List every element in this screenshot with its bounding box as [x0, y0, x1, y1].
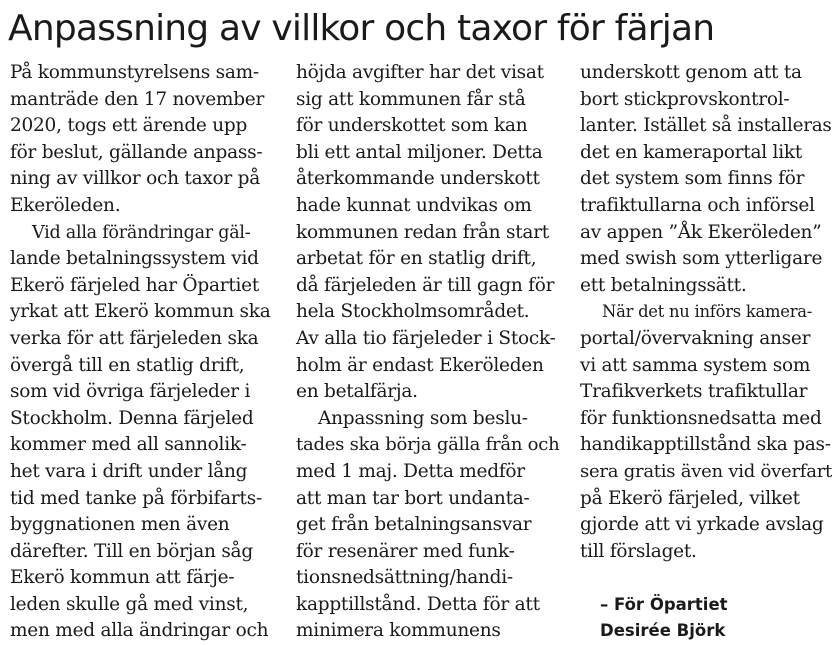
- body-text-line: gjorde att vi yrkade avslag: [580, 514, 824, 536]
- body-text-line: arbetat för en statlig drift,: [296, 248, 537, 270]
- body-text-line: tades ska börja gälla från och: [296, 434, 560, 456]
- body-text-line: När det nu införs kamera-: [602, 302, 813, 322]
- body-text-line: verka för att färjeleden ska: [10, 327, 259, 349]
- body-text-line: minimera kommunens: [296, 620, 501, 642]
- body-text-line: [580, 565, 832, 592]
- body-text-line: byggnationen men även: [10, 514, 230, 536]
- body-text-line: Anpassning som beslu-: [318, 407, 528, 429]
- body-text-line: av appen ”Åk Ekeröleden”: [580, 221, 822, 243]
- body-text-line: vi att samma system som: [580, 354, 811, 376]
- body-text-line: ett betalningssätt.: [580, 274, 747, 296]
- article-headline: Anpassning av villkor och taxor för färjan: [8, 8, 715, 49]
- body-text-line: för underskottet som kan: [296, 115, 528, 137]
- body-text-line: Ekerö kommun att färje-: [10, 567, 235, 589]
- body-text-line: Trafikverkets trafiktullar: [580, 381, 808, 403]
- body-text-line: lanter. Istället så installeras: [580, 115, 832, 137]
- body-text-line: att man tar bort undanta-: [296, 487, 530, 509]
- body-text-line: sig att kommunen får stå: [296, 88, 526, 110]
- body-text-line: då färjeleden är till gagn för: [296, 274, 555, 296]
- body-text-line: leden skulle gå med vinst,: [10, 593, 249, 615]
- body-text-line: tionsnedsättning/handi-: [296, 567, 513, 589]
- body-text-line: tid med tanke på förbifarts-: [10, 487, 262, 509]
- body-text-line: Vid alla förändringar gäl-: [32, 222, 251, 243]
- body-text-line: bort stickprovskontrol-: [580, 88, 790, 110]
- body-text-line: en betalfärja.: [296, 381, 418, 403]
- body-text-line: Ekeröleden.: [10, 194, 121, 216]
- signature-line: – För Öpartiet: [600, 594, 728, 614]
- body-text-line: get från betalningsansvar: [296, 514, 532, 536]
- body-text-line: underskott genom att ta: [580, 62, 802, 83]
- body-text-line: holm är endast Ekeröleden: [296, 354, 544, 376]
- body-text-line: på Ekerö färjeled, vilket: [580, 487, 800, 509]
- body-text-line: ning av villkor och taxor på: [10, 168, 261, 190]
- body-text-line: för resenärer med funk-: [296, 540, 515, 562]
- body-text-line: för funktionsnedsatta med: [580, 407, 822, 429]
- body-text-line: kommunen redan från start: [296, 221, 549, 243]
- body-text-line: sera gratis även vid överfart: [580, 460, 833, 482]
- body-text-line: handikapptillstånd ska pas-: [580, 434, 831, 456]
- body-text-line: som vid övriga färjeleder i: [10, 381, 251, 403]
- body-text-line: med swish som ytterligare: [580, 248, 823, 270]
- body-text-line: trafiktullarna och införsel: [580, 194, 815, 216]
- article-column-1: [10, 60, 272, 645]
- body-text-line: till förslaget.: [580, 540, 697, 562]
- body-text-line: Stockholm. Denna färjeled: [10, 407, 254, 429]
- body-text-line: höjda avgifter har det visat: [296, 62, 544, 83]
- body-text-line: återkommande underskott: [296, 168, 540, 190]
- body-text-line: det system som finns för: [580, 168, 805, 190]
- body-text-line: het vara i drift under lång: [10, 460, 248, 482]
- article-column-3: [580, 60, 832, 645]
- body-text-line: yrkat att Ekerö kommun ska: [10, 301, 271, 323]
- body-text-line: manträde den 17 november: [10, 88, 265, 110]
- body-text-line: Av alla tio färjeleder i Stock-: [296, 327, 556, 349]
- body-text-line: det en kameraportal likt: [580, 141, 803, 163]
- body-text-line: portal/övervakning anser: [580, 327, 811, 349]
- body-text-line: bli ett antal miljoner. Detta: [296, 141, 543, 163]
- body-text-line: Ekerö färjeled har Öpartiet: [10, 274, 260, 296]
- body-text-line: hela Stockholmsområdet.: [296, 301, 530, 323]
- article-column-2: [296, 60, 560, 645]
- body-text-line: för beslut, gällande anpass-: [10, 141, 263, 163]
- body-text-line: men med alla ändringar och: [10, 620, 269, 642]
- body-text-line: På kommunstyrelsens sam-: [10, 62, 259, 83]
- body-text-line: 2020, togs ett ärende upp: [10, 115, 248, 137]
- body-text-line: övergå till en statlig drift,: [10, 354, 245, 376]
- body-text-line: därefter. Till en början såg: [10, 540, 253, 562]
- body-text-line: hade kunnat undvikas om: [296, 194, 532, 216]
- signature-line: Desirée Björk: [600, 621, 726, 641]
- body-text-line: med 1 maj. Detta medför: [296, 460, 525, 482]
- body-text-line: kommer med all sannolik-: [10, 434, 247, 456]
- body-text-line: kapptillstånd. Detta för att: [296, 593, 540, 615]
- body-text-line: lande betalningssystem vid: [10, 248, 259, 270]
